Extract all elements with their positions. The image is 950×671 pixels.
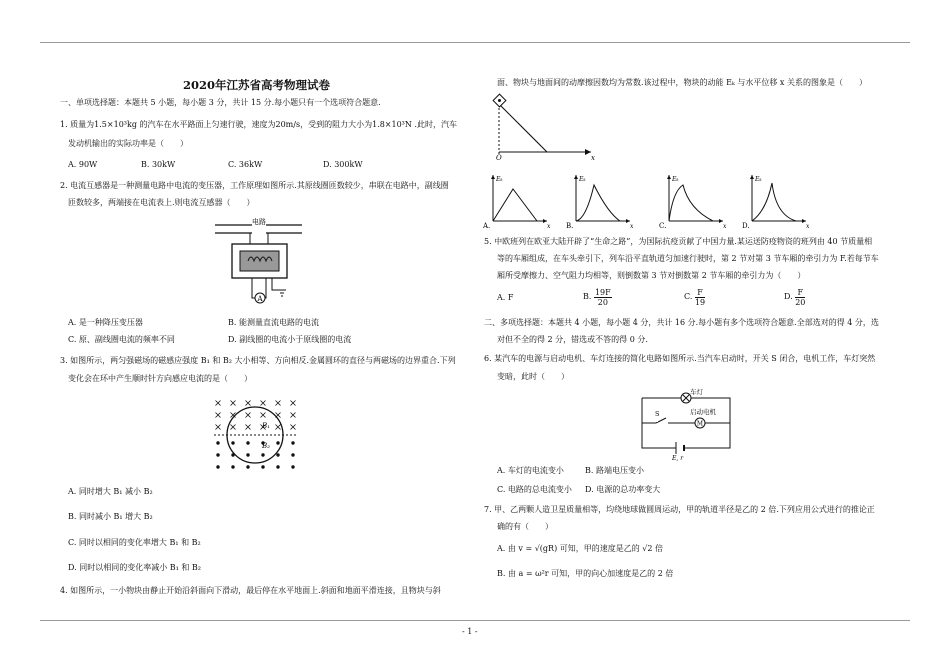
field-into-page-symbol: [216, 413, 221, 418]
field-out-of-page-symbol: [216, 453, 219, 456]
q5-option-c[interactable]: [684, 286, 705, 308]
q5-option-b[interactable]: [583, 286, 612, 308]
q2-option-c[interactable]: C. 原、副线圈电流的频率不同: [68, 335, 175, 344]
q2-option-d[interactable]: D. 副线圈的电流小于原线圈的电流: [228, 335, 352, 344]
q4-graph-c-x: x: [723, 223, 727, 230]
switch-label: S: [655, 410, 660, 418]
field-into-page-symbol: [231, 425, 236, 430]
section-1-heading: 一、单项选择题：本题共 5 小题，每小题 3 分，共计 15 分.每小题只有一个选项符合题意.: [60, 98, 381, 107]
source-label: E, r: [672, 455, 684, 462]
q4-option-c[interactable]: C.: [659, 222, 667, 230]
motor-label: 启动电机: [690, 408, 716, 416]
field-into-page-symbol: [276, 425, 281, 430]
q4-option-d[interactable]: D.: [742, 222, 750, 230]
q2-option-b[interactable]: B. 能测量直流电路的电流: [228, 318, 319, 327]
q4-graph-d-x: x: [806, 223, 810, 230]
q1-option-a[interactable]: A. 90W: [68, 160, 98, 169]
q3-line1: 3. 如图所示，两匀强磁场的磁感应强度 B₁ 和 B₂ 大小相等、方向相反.金属圆环的直径与两磁场的边界重合.下列: [60, 356, 456, 365]
q4-line2: 面、物块与地面间的动摩擦因数均为常数.该过程中，物块的动能 Eₖ 与水平位移 x 关系的图象是（ ）: [497, 78, 867, 87]
q4-option-b[interactable]: B.: [566, 222, 574, 230]
q4-graph-d[interactable]: [742, 171, 812, 229]
q2-transformer-figure: [210, 214, 310, 310]
field-out-of-page-symbol: [291, 441, 294, 444]
field-into-page-symbol: [291, 425, 296, 430]
motor-symbol: M: [696, 420, 704, 428]
q1-option-c[interactable]: C. 36kW: [228, 160, 263, 169]
q5-line3: 厢所受摩擦力、空气阻力均相等，则倒数第 3 节对倒数第 2 节车厢的牵引力为（ ）: [497, 271, 806, 280]
q4-graph-a-x: x: [547, 223, 551, 230]
q4-graph-a[interactable]: [483, 171, 553, 229]
field-out-of-page-symbol: [216, 441, 219, 444]
q4-graph-a-ek: Eₖ: [496, 176, 503, 183]
q4-graph-b-x: x: [630, 223, 634, 230]
q5-option-a[interactable]: A. F: [497, 293, 514, 302]
q2-line2: 匝数较多，两端接在电流表上.则电流互感器（ ）: [68, 198, 255, 207]
q5-option-b-label: B.: [583, 292, 592, 301]
lamp-label: 车灯: [690, 388, 703, 396]
page-number: - 1 -: [462, 627, 478, 636]
q6-option-d[interactable]: D. 电源的总功率变大: [585, 485, 661, 494]
field-out-of-page-symbol: [261, 453, 264, 456]
q4-graph-b-ek: Eₖ: [579, 176, 586, 183]
q4-graph-b[interactable]: [566, 171, 636, 229]
field-out-of-page-symbol: [246, 441, 249, 444]
q3-option-a[interactable]: A. 同时增大 B₁ 减小 B₂: [68, 487, 153, 496]
q4-origin-label: O: [496, 154, 502, 162]
page-title: 2020年江苏省高考物理试卷: [183, 78, 331, 92]
q1-line2: 发动机输出的实际功率是（ ）: [68, 139, 188, 148]
q7-line2: 确的有（ ）: [497, 522, 553, 531]
q5-option-c-den: 19: [694, 297, 706, 307]
b2-label: B₂: [262, 442, 270, 450]
field-into-page-symbol: [216, 425, 221, 430]
field-out-of-page-symbol: [291, 465, 294, 468]
field-into-page-symbol: [246, 401, 251, 406]
q7-line1: 7. 甲、乙两颗人造卫星质量相等，均绕地球做圆周运动，甲的轨道半径是乙的 2 倍.下列应用公式进行的推论正: [484, 505, 875, 514]
q6-option-c[interactable]: C. 电路的总电流变小: [497, 485, 572, 494]
q2-line1: 2. 电流互感器是一种测量电路中电流的变压器，工作原理如图所示.其原线圈匝数较少，串联在电路中，副线圈: [60, 181, 449, 190]
q3-option-c[interactable]: C. 同时以相同的变化率增大 B₁ 和 B₂: [68, 538, 201, 547]
field-into-page-symbol: [261, 413, 266, 418]
q4-line1: 4. 如图所示，一小物块由静止开始沿斜面向下滑动，最后停在水平地面上.斜面和地面平滑连接，且物块与斜: [60, 586, 441, 595]
field-out-of-page-symbol: [246, 465, 249, 468]
top-rule: [40, 42, 910, 43]
field-out-of-page-symbol: [291, 453, 294, 456]
q5-line1: 5. 中欧班列在欧亚大陆开辟了“生命之路”，为国际抗疫贡献了中国力量.某运送防疫物资的班列由 40 节质量相: [484, 237, 873, 246]
field-out-of-page-symbol: [231, 465, 234, 468]
field-out-of-page-symbol: [246, 453, 249, 456]
q5-option-c-label: C.: [684, 292, 693, 301]
section-2-line1: 二、多项选择题：本题共 4 小题，每小题 4 分，共计 16 分.每小题有多个选项符合题意.全部选对的得 4 分，选: [484, 318, 879, 327]
q5-option-b-num: 19F: [594, 287, 611, 297]
field-into-page-symbol: [276, 401, 281, 406]
q5-line2: 等的车厢组成，在车头牵引下，列车沿平直轨道匀加速行驶时，第 2 节对第 3 节车厢的牵引力为 F.若每节车: [497, 254, 879, 263]
q6-option-a[interactable]: A. 车灯的电流变小: [497, 466, 564, 475]
field-into-page-symbol: [216, 401, 221, 406]
q5-option-d-label: D.: [784, 292, 793, 301]
field-out-of-page-symbol: [276, 465, 279, 468]
q5-option-d[interactable]: [784, 286, 805, 308]
q5-option-c-num: F: [695, 288, 705, 298]
field-into-page-symbol: [246, 413, 251, 418]
b1-label: B₁: [262, 422, 270, 430]
q6-circuit-figure: [638, 386, 738, 462]
field-into-page-symbol: [291, 413, 296, 418]
q4-graph-d-ek: Eₖ: [755, 176, 762, 183]
field-into-page-symbol: [291, 401, 296, 406]
q1-line1: 1. 质量为1.5×10³kg 的汽车在水平路面上匀速行驶，速度为20m/s，受到的阻力大小为1.8×10³N .此时，汽车: [60, 120, 457, 129]
field-out-of-page-symbol: [216, 465, 219, 468]
q5-option-b-den: 20: [597, 297, 608, 307]
q5-option-d-den: 20: [795, 297, 806, 307]
field-out-of-page-symbol: [261, 465, 264, 468]
q7-option-a[interactable]: A. 由 v = √(gR) 可知，甲的速度是乙的 √2 倍: [497, 544, 664, 553]
bottom-rule: [40, 620, 910, 621]
q5-option-d-num: F: [795, 288, 805, 298]
q6-option-b[interactable]: B. 路端电压变小: [585, 466, 644, 475]
q4-option-a[interactable]: A.: [483, 222, 491, 230]
section-2-line2: 对但不全的得 2 分，错选或不答的得 0 分.: [497, 335, 648, 344]
q3-magnetic-field-figure: [210, 395, 300, 475]
q6-line1: 6. 某汽车的电源与启动电机、车灯连接的简化电路如图所示.当汽车启动时，开关 S 闭合，电机工作，车灯突然: [484, 354, 876, 363]
ammeter-label: A: [257, 295, 263, 303]
q2-circuit-label: 电路: [252, 218, 266, 226]
q3-line2: 变化会在环中产生顺时针方向感应电流的是（ ）: [68, 374, 252, 383]
field-out-of-page-symbol: [231, 441, 234, 444]
q4-x-label: x: [591, 154, 595, 162]
field-into-page-symbol: [246, 425, 251, 430]
q4-incline-figure: [485, 92, 600, 162]
q1-option-d[interactable]: D. 300kW: [323, 160, 363, 169]
q2-option-a[interactable]: A. 是一种降压变压器: [68, 318, 143, 327]
q1-option-b[interactable]: B. 30kW: [141, 160, 176, 169]
q3-option-b[interactable]: B. 同时减小 B₁ 增大 B₂: [68, 512, 153, 521]
q6-line2: 变暗，此时（ ）: [497, 372, 569, 381]
q3-option-d[interactable]: D. 同时以相同的变化率减小 B₁ 和 B₂: [68, 563, 202, 572]
field-out-of-page-symbol: [276, 453, 279, 456]
q4-graph-c[interactable]: [659, 171, 729, 229]
q7-option-b[interactable]: B. 由 a = ω²r 可知，甲的向心加速度是乙的 2 倍: [497, 569, 674, 578]
field-into-page-symbol: [261, 401, 266, 406]
field-out-of-page-symbol: [276, 441, 279, 444]
field-into-page-symbol: [231, 401, 236, 406]
q4-graph-c-ek: Eₖ: [672, 176, 679, 183]
